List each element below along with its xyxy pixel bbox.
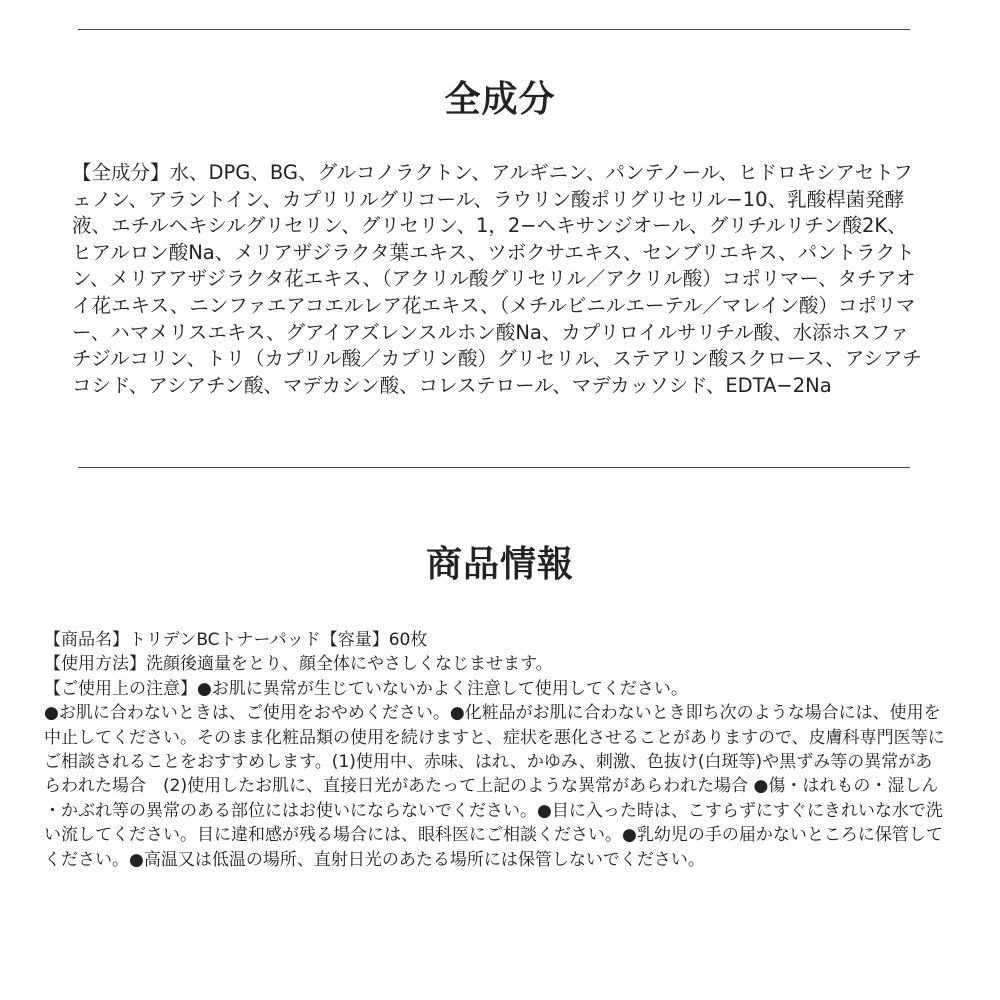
ingredients-title: 全成分 bbox=[444, 79, 556, 120]
product-info-title: 商品情報 bbox=[425, 544, 574, 585]
caution-heading-line: 【ご使用上の注意】●お肌に異常が生じていないかよく注意して使用してください。 bbox=[44, 678, 688, 699]
ingredients-list: 【全成分】水、DPG、BG、グルコノラクトン、アルギニン、パンテノール、ヒドロキシアセトフェノン、アラントイン、カプリリルグリコール、ラウリン酸ポリグリセリル−10、乳酸桿菌発酵液、エチルヘキシルグリセリン、グリセリン、1，2−ヘキサンジオール、グリチルリチン酸2K、ヒアルロン酸Na、メリアザジラクタ葉エキス、ツボクサエキス、センブリエキス、パントラクトン、メリアアザジラクタ花エキス、（アクリル酸グリセリル／アクリル酸）コポリマー、タチアオイ花エキス、ニンファエアコエルレア花エキス、（メチルビニルエーテル／マレイン酸）コポリマー、ハマメリスエキス、グアイアズレンスルホン酸Na、カプリロイルサリチル酸、水添ホスファチジルコリン、トリ（カプリル酸／カプリン酸）グリセリル、ステアリン酸スクロース、アシアチコシド、アシアチン酸、マデカシン酸、コレステロール、マデカッソシド、EDTA−2Na bbox=[72, 161, 922, 397]
product-name-line: 【商品名】トリデンBCトナーパッド【容量】60枚 bbox=[44, 630, 428, 650]
top-divider bbox=[78, 29, 910, 30]
middle-divider bbox=[78, 467, 910, 468]
caution-text: ●お肌に合わないときは、ご使用をおやめください。●化粧品がお肌に合わないとき即ち次のような場合には、使用を中止してください。そのまま化粧品類の使用を続けますと、症状を悪化させることがありますので、皮膚科専門医等にご相談されることをおすすめします。(1)使用中、赤味、はれ、かゆみ、刺激、色抜け(白斑等)や黒ずみ等の異常があらわれた場合 (2)使用したお肌に、直接日光があたって上記のような異常があらわれた場合 ●傷・はれもの・湿しん・かぶれ等の異常のある部位にはお使いにならないでください。●目に入った時は、こすらずにすぐにきれいな水で洗い流してください。目に違和感が残る場合には、眼科医にご相談ください。●乳幼児の手の届かないところに保管してください。●高温又は低温の場所、直射日光のあたる場所には保管しないでください。 bbox=[44, 703, 945, 870]
product-info-body bbox=[44, 628, 949, 872]
usage-line: 【使用方法】洗顔後適量をとり、顔全体にやさしくなじませます。 bbox=[44, 654, 553, 675]
